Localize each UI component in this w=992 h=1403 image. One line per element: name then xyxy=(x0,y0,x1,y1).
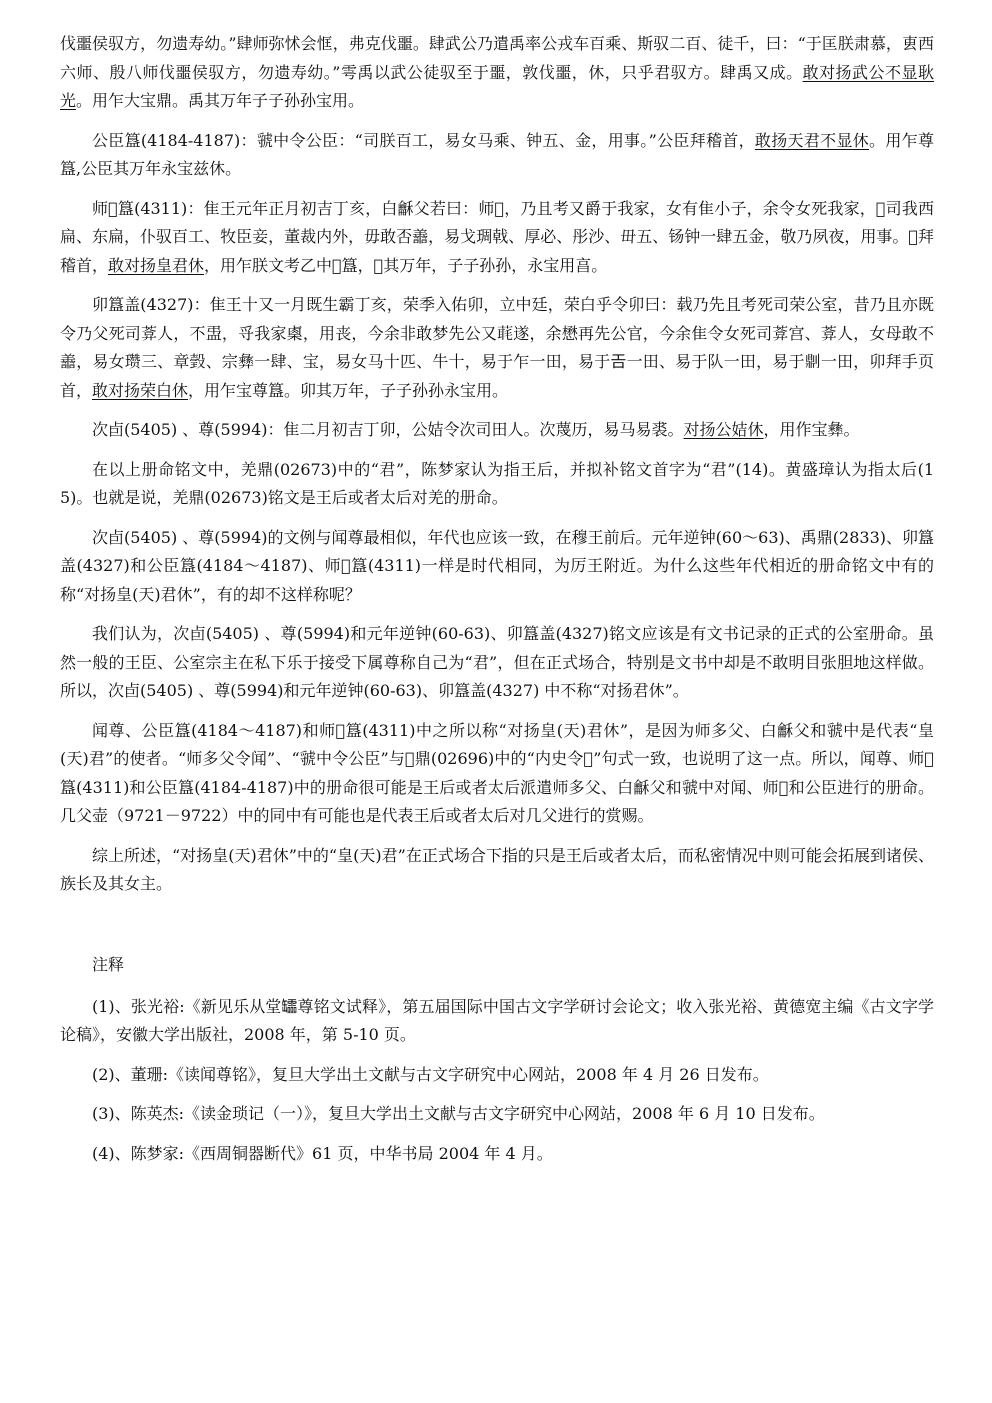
text-segment: 。用乍尊簋,公臣其万年永宝兹休。 xyxy=(60,130,934,178)
text-segment: 次卣(5405) 、尊(5994)的文例与闻尊最相似，年代也应该一致，在穆王前后。元年逆钟(60～63)、禹鼎(2833)、卯簋盖(4327)和公臣簋(4184～4187)、师𫳳簋(4311)一样是时代相同，为厉王附近。为什么这些年代相近的册命铭文中有的称“对扬皇(天)君休”，有的却不这样称呢？ xyxy=(60,527,934,604)
paragraph-conclusion xyxy=(60,842,934,899)
underlined-phrase: 敢对扬皇君休 xyxy=(108,255,205,275)
paragraph-envoys xyxy=(60,717,934,831)
paragraph-argument xyxy=(60,620,934,706)
document-page xyxy=(60,30,934,1179)
note-item: (2)、董珊:《读闻尊铭》，复旦大学出土文献与古文字研究中心网站，2008 年 4 月 26 日发布。 xyxy=(92,1064,769,1084)
text-segment: 。用乍大宝鼎。禹其万年子子孙孙宝用。 xyxy=(76,91,365,110)
text-segment: 综上所述，“对扬皇(天)君休”中的“皇(天)君”在正式场合下指的只是王后或者太后，而私密情况中则可能会拓展到诸侯、族长及其女主。 xyxy=(60,845,934,893)
paragraph-gongchen-gui xyxy=(60,127,934,184)
paragraph-yu-ding-ending xyxy=(60,30,934,116)
text-segment: 在以上册命铭文中，羌鼎(02673)中的“君”，陈梦家认为指王后，并拟补铭文首字为“君”(14)。黄盛璋认为指太后(15)。也就是说，羌鼎(02673)铭文是王后或者太后对羌的册命。 xyxy=(60,459,934,507)
underlined-phrase: 对扬公姞休 xyxy=(683,420,764,439)
note-item: (1)、张光裕:《新见乐从堂𦉢尊铭文试释》，第五届国际中国古文字学研讨会论文；收入张光裕、黄德宽主编《古文字学论稿》，安徽大学出版社，2008 年，第 5-10 页。 xyxy=(60,996,934,1044)
text-segment: 师𫳳簋(4311)：隹王元年正月初吉丁亥，白龢父若曰：师𫳳，乃且考又爵于我家，女有隹小子，余令女死我家，𫊸司我西扁、东扁，仆驭百工、牧臣妾，董裁内外，毋敢否譱，易戈琱戟、厚必、彤沙、毌五、钖钟一肆五金，敬乃夙夜，用事。𫳳拜稽首， xyxy=(60,198,934,275)
text-segment: 闻尊、公臣簋(4184～4187)和师𫳳簋(4311)中之所以称“对扬皇(天)君休”，是因为师多父、白龢父和虢中是代表“皇(天)君”的使者。“师多父令闻”、“虢中令公臣”与𦀚鼎(02696)中的“内史令𦀚”句式一致，也说明了这一点。所以，闻尊、师𫳳簋(4311)和公臣簋(4184-4187)中的册命很可能是王后或者太后派遣师多父、白龢父和虢中对闻、师𫳳和公臣进行的册命。几父壶（9721－9722）中的同中有可能也是代表王后或者太后对几父进行的赏赐。 xyxy=(60,720,934,825)
text-segment: ，用作宝彝。 xyxy=(763,420,860,439)
underlined-phrase: 敢对扬武公不显耿光 xyxy=(60,62,934,110)
text-segment: 次卣(5405) 、尊(5994)：隹二月初吉丁卯，公姞令次司田人。次蔑历，易马易裘。 xyxy=(92,420,684,439)
underlined-phrase: 敢扬天君不显休 xyxy=(754,130,870,150)
paragraph-shi-gui xyxy=(60,195,934,281)
notes-heading: 注释 xyxy=(92,954,125,974)
text-segment: ，用乍宝尊簋。卯其万年，子子孙孙永宝用。 xyxy=(188,380,509,400)
paragraph-qiang-ding xyxy=(60,456,934,513)
paragraph-dating xyxy=(60,524,934,610)
text-segment: ，用乍朕文考乙中𫊻簋，𫳳其万年，子子孙孙，永宝用亯。 xyxy=(204,255,608,275)
text-segment: 我们认为，次卣(5405) 、尊(5994)和元年逆钟(60-63)、卯簋盖(4327)铭文应该是有文书记录的正式的公室册命。虽然一般的王臣、公室宗主在私下乐于接受下属尊称自己为“君”，但在正式场合，特别是文书中却是不敢明目张胆地这样做。所以，次卣(5405) 、尊(5994)和元年逆钟(60-63)、卯簋盖(4327) 中不称“对扬君休”。 xyxy=(60,624,934,700)
text-segment: 伐噩侯驭方，勿遗寿幼。”肆师弥怵会恇，弗克伐噩。肆武公乃遣禹率公戎车百乘、斯驭二百、徒千，曰：“于匡朕肃慕，叀西六师、殷八师伐噩侯驭方，勿遗寿幼。”雩禹以武公徒驭至于噩，敦伐噩，休，只乎君驭方。肆禹又成。 xyxy=(60,34,934,82)
underlined-phrase: 敢对扬荣白休 xyxy=(92,380,189,400)
note-item: (4)、陈梦家:《西周铜器断代》61 页，中华书局 2004 年 4 月。 xyxy=(92,1143,553,1163)
text-segment: 卯簋盖(4327)：隹王十又一月既生霸丁亥，荣季入佑卯，立中廷，荣白乎令卯曰：载乃先且考死司荣公室，昔乃且亦既令乃父死司葊人，不盄，寽我家㮚，用丧，今余非敢梦先公又𦶇遂，余懋再先公官，今余隹令女死司葊宫、葊人，女母敢不譱，易女瓒三、章瑴、宗彝一肆、宝，易女马十匹、牛十，易于乍一田，易于𢀛一田、易于队一田，易于𠟭一田，卯拜手页首， xyxy=(60,295,934,400)
note-item: (3)、陈英杰:《读金琐记（一）》，复旦大学出土文献与古文字研究中心网站，2008 年 6 月 10 日发布。 xyxy=(92,1104,825,1123)
text-segment: 公臣簋(4184-4187)：虢中令公臣：“司朕百工，易女马乘、钟五、金，用事。”公臣拜稽首， xyxy=(92,130,755,150)
paragraph-mao-gui-gai xyxy=(60,291,934,405)
paragraph-ci-you xyxy=(60,416,934,445)
